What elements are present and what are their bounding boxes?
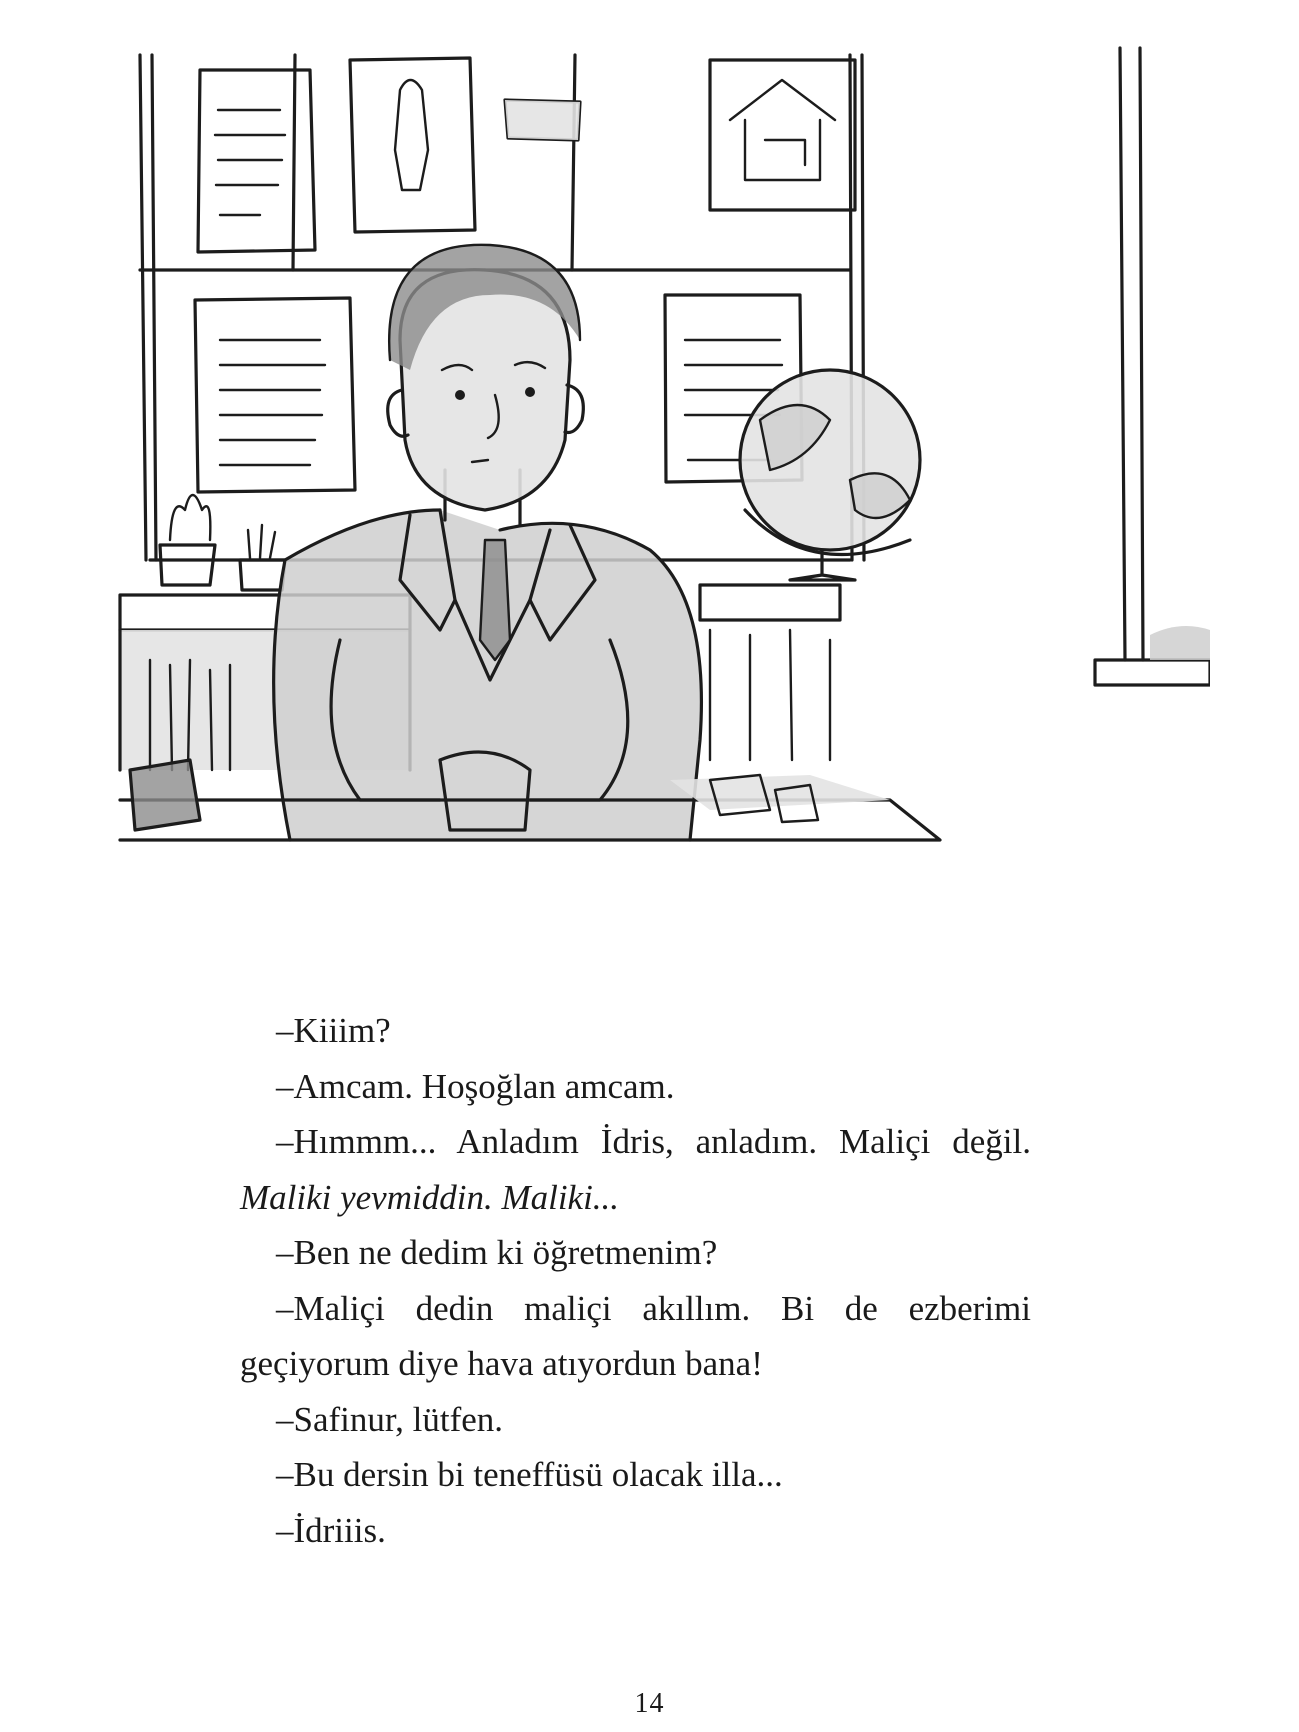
dialogue-line: –Amcam. Hoşoğlan amcam.	[276, 1066, 675, 1106]
dialogue-line: –Maliçi dedin maliçi akıllım. Bi de ezberimi geçiyorum diye hava atıyordun bana!	[240, 1288, 1031, 1383]
dialogue-text	[240, 1003, 1031, 1558]
dialogue-line: –Bu dersin bi teneffüsü olacak illa...	[276, 1455, 783, 1494]
page-number: 14	[634, 1688, 665, 1719]
dialogue-line: –Ben ne dedim ki öğretmenim?	[276, 1233, 718, 1272]
teacher	[274, 245, 702, 840]
dialogue-line: –Hımmm... Anladım İdris, anladım. Maliçi değil. Maliki yevmiddin. Maliki...	[240, 1122, 1031, 1217]
globe	[740, 370, 920, 580]
dialogue-line: –İdriiis.	[276, 1510, 386, 1550]
dialogue-italic: Maliki yevmiddin. Maliki...	[240, 1177, 620, 1217]
desk-items	[160, 495, 285, 590]
pole	[1095, 48, 1210, 685]
dialogue-line: –Kiiim?	[276, 1011, 391, 1050]
dialogue-line: –Safinur, lütfen.	[276, 1399, 504, 1439]
teacher-illustration	[110, 40, 1210, 940]
